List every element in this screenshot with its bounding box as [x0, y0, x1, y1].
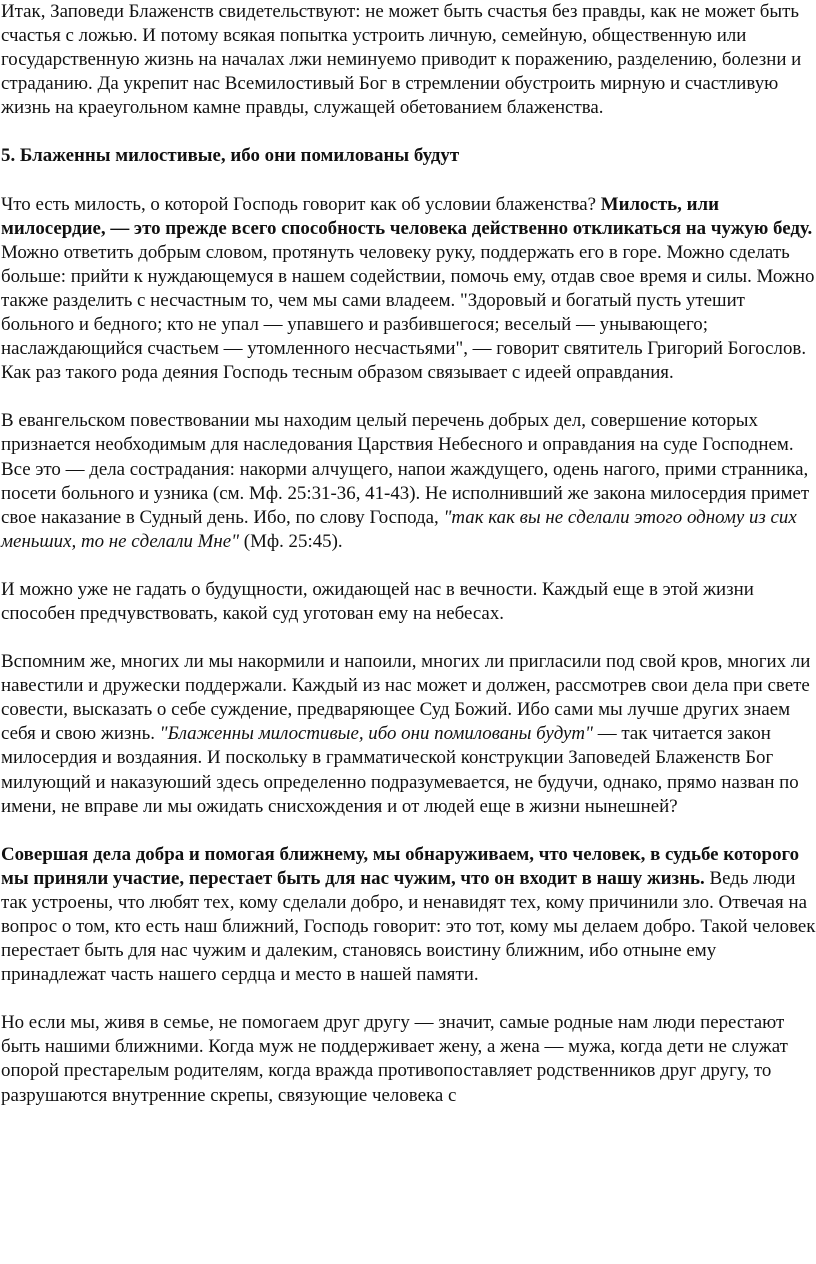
paragraph-7-text: Но если мы, живя в семье, не помогаем друг другу — значит, самые родные нам люди перестают быть нашими ближними. Когда муж не поддерживает жену, а жена — мужа, когда дети не служат опорой престарелым родителям, когда вражда противопоставляет родственников друг другу, то разрушаются внутренние скрепы, связующие человека с [1, 1012, 788, 1106]
paragraph-7 [1, 1011, 816, 1107]
paragraph-5-italic-quote: "Блаженны милостивые, ибо они помилованы будут" [159, 723, 593, 745]
paragraph-3 [1, 409, 816, 554]
paragraph-2-bold-definition: Милость, или милосердие, — это прежде всего способность человека действенно откликаться на чужую беду. [1, 193, 813, 239]
paragraph-3-italic-quote: "так как вы не сделали этого одному из сих меньших, то не сделали Мне" [1, 506, 797, 552]
paragraph-2 [1, 193, 816, 386]
paragraph-6-bold-lead: Совершая дела добра и помогая ближнему, мы обнаруживаем, что человек, в судьбе которого мы приняли участие, перестает быть для нас чужим, что он входит в нашу жизнь. [1, 843, 800, 889]
section-heading: 5. Блаженны милостивые, ибо они помилованы будут [1, 145, 460, 167]
paragraph-5-text-start: Вспомним же, многих ли мы накормили и напоили, многих ли пригласили под свой кров, многих ли навестили и дружески поддержали. Каждый из нас может и должен, рассмотрев свои дела при свете совести, высказать о себе суждение, предваряющее Суд Божий. Ибо сами мы лучше других знаем себя и свою жизнь. [1, 651, 811, 745]
paragraph-6 [1, 843, 816, 988]
paragraph-5-text-end: — так читается закон милосердия и воздаяния. И поскольку в грамматической конструкции Заповедей Блаженств Бог милующий и наказуюший здесь определенно подразумевается, не будучи, однако, прямо назван по имени, не вправе ли мы ожидать снисхождения и от людей еще в жизни нынешней? [1, 723, 799, 817]
paragraph-1 [1, 0, 816, 120]
paragraph-2-text-start: Что есть милость, о которой Господь говорит как об условии блаженства? [1, 193, 601, 215]
paragraph-4 [1, 578, 816, 626]
paragraph-3-text-end: (Мф. 25:45). [239, 530, 343, 552]
paragraph-3-text-start: В евангельском повествовании мы находим целый перечень добрых дел, совершение которых признается необходимым для наследования Царствия Небесного и оправдания на суде Господнем. Все это — дела сострадания: накорми алчущего, напои жаждущего, одень нагого, прими странника, посети больного и узника (см. Мф. 25:31-36, 41-43). Не исполнивший же закона милосердия примет свое наказание в Судный день. Ибо, по слову Господа, [1, 410, 810, 528]
paragraph-5 [1, 650, 816, 819]
paragraph-6-text-end: Ведь люди так устроены, что любят тех, кому сделали добро, и ненавидят тех, кому причинили зло. Отвечая на вопрос о том, кто есть наш ближний, Господь говорит: это тот, кому мы делаем добро. Такой человек перестает быть для нас чужим и далеким, становясь воистину ближним, ибо отныне ему принадлежат часть нашего сердца и место в нашей памяти. [1, 867, 816, 986]
paragraph-1-text: Итак, Заповеди Блаженств свидетельствуют: не может быть счастья без правды, как не может быть счастья с ложью. И потому всякая попытка устроить личную, семейную, общественную или государственную жизнь на началах лжи неминуемо приводит к поражению, разделению, болезни и страданию. Да укрепит нас Всемилостивый Бог в стремлении обустроить мирную и счастливую жизнь на краеугольном камне правды, служащей обетованием блаженства. [1, 1, 802, 119]
paragraph-4-text: И можно уже не гадать о будущности, ожидающей нас в вечности. Каждый еще в этой жизни способен предчувствовать, какой суд уготован ему на небесах. [1, 578, 754, 624]
paragraph-2-text-end: Можно ответить добрым словом, протянуть человеку руку, поддержать его в горе. Можно сделать больше: прийти к нуждающемуся в нашем содействии, помочь ему, отдав свое время и силы. Можно также разделить с несчастным то, чем мы сами владеем. "Здоровый и богатый пусть утешит больного и бедного; кто не упал — упавшего и разбившегося; веселый — унывающего; наслаждающийся счастьем — утомленного несчастьями", — говорит святитель Григорий Богослов. Как раз такого рода деяния Господь тесным образом связывает с идеей оправдания. [1, 241, 815, 384]
